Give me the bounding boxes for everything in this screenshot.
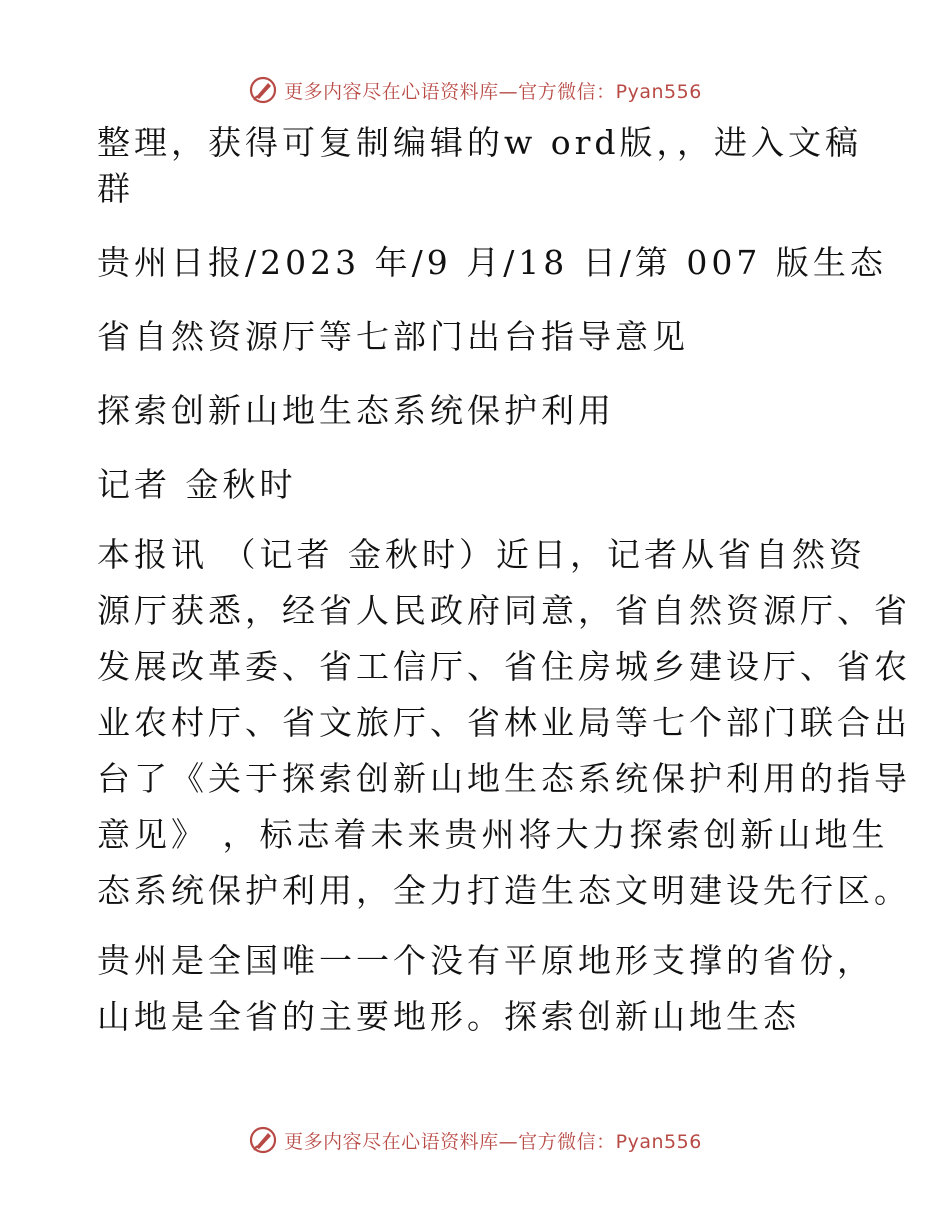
headline-primary: 省自然资源厅等七部门出台指导意见 — [97, 317, 689, 356]
paragraph-line: 本报讯 （记者 金秋时）近日，记者从省自然资 — [97, 535, 866, 574]
paragraph-line: 意见》 ，标志着未来贵州将大力探索创新山地生 — [97, 815, 889, 854]
paragraph-2 — [97, 938, 874, 1040]
paragraph-line: 业农村厅、省文旅厅、省林业局等七个部门联合出 — [97, 703, 911, 742]
paragraph-line: 态系统保护利用，全力打造生态文明建设先行区。 — [97, 871, 911, 910]
paragraph-line: 山地是全省的主要地形。探索创新山地生态 — [97, 997, 800, 1036]
watermark-top — [0, 70, 950, 110]
quill-pen-circle-icon — [248, 1125, 278, 1155]
paragraph-line: 贵州是全国唯一一个没有平原地形支撑的省份， — [97, 941, 874, 980]
paragraph-line: 台了《关于探索创新山地生态系统保护利用的指导 — [97, 759, 911, 798]
watermark-text: 更多内容尽在心语资料库—官方微信：Pyan556 — [284, 80, 702, 103]
watermark-bottom — [0, 1120, 950, 1160]
intro-line: 整理，获得可复制编辑的w ord版，，进入文稿 — [97, 123, 863, 162]
intro-line: 群 — [97, 169, 134, 208]
document-body — [97, 120, 911, 1040]
source-line: 贵州日报/2023 年/9 月/18 日/第 007 版生态 — [97, 243, 887, 282]
paragraph-line: 源厅获悉，经省人民政府同意，省自然资源厅、省 — [97, 591, 911, 630]
paragraph-line: 发展改革委、省工信厅、省住房城乡建设厅、省农 — [97, 647, 911, 686]
quill-pen-circle-icon — [248, 75, 278, 105]
headline-secondary: 探索创新山地生态系统保护利用 — [97, 391, 615, 430]
watermark-text: 更多内容尽在心语资料库—官方微信：Pyan556 — [284, 1130, 702, 1153]
byline: 记者 金秋时 — [97, 465, 297, 504]
paragraph-1 — [97, 532, 911, 914]
